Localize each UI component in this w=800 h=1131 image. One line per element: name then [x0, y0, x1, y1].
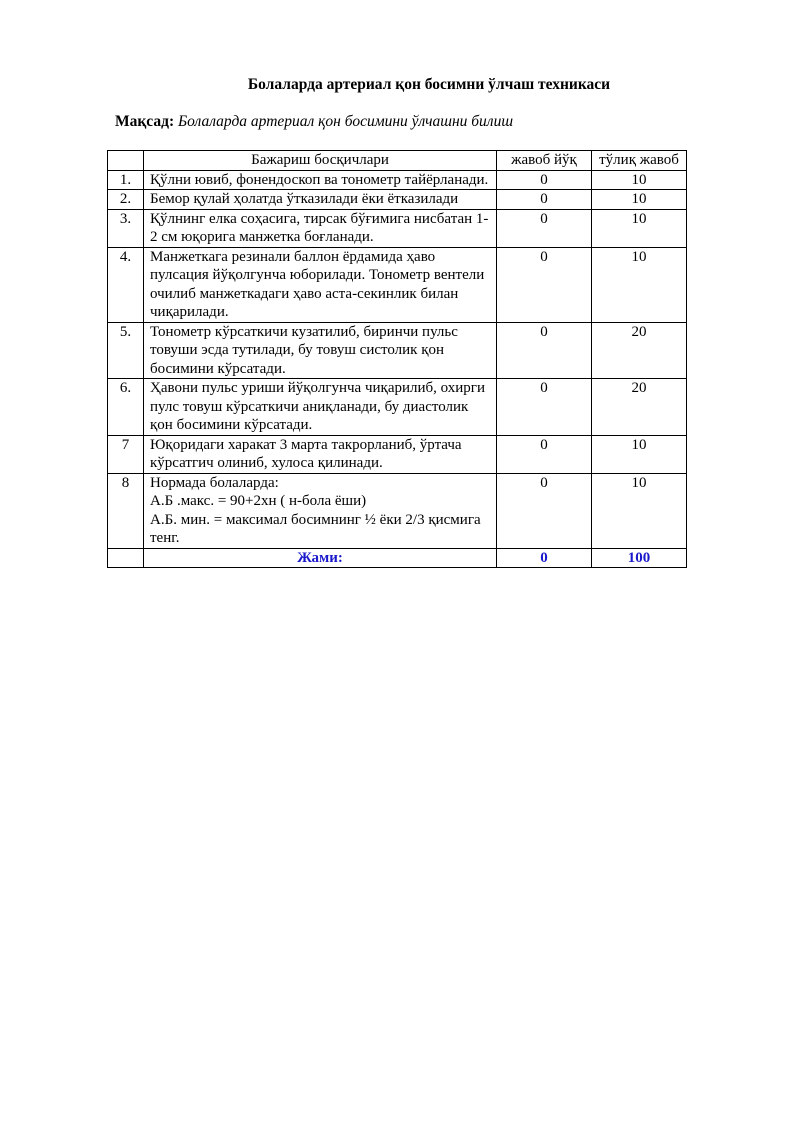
header-no-answer: жавоб йўқ	[497, 151, 592, 171]
total-label: Жами:	[144, 548, 497, 568]
table-row	[108, 473, 687, 548]
row-step: Манжеткага резинали баллон ёрдамида ҳаво пулсация йўқолгунча юборилади. Тонометр вентели очилиб манжеткадаги ҳаво аста-секинлик билан чиқарилади.	[144, 247, 497, 322]
header-full-answer: тўлиқ жавоб	[592, 151, 687, 171]
row-full-answer: 10	[592, 170, 687, 190]
goal-label: Мақсад:	[115, 113, 175, 130]
table-row	[108, 379, 687, 436]
row-num: 3.	[108, 209, 144, 247]
row-num: 1.	[108, 170, 144, 190]
row-num: 4.	[108, 247, 144, 322]
row-full-answer: 20	[592, 379, 687, 436]
row-num: 6.	[108, 379, 144, 436]
row-full-answer: 10	[592, 435, 687, 473]
table-row	[108, 322, 687, 379]
row-no-answer: 0	[497, 247, 592, 322]
row-full-answer: 20	[592, 322, 687, 379]
goal-line	[115, 113, 513, 131]
row-full-answer: 10	[592, 247, 687, 322]
table-header-row	[108, 151, 687, 171]
row-num: 8	[108, 473, 144, 548]
row-no-answer: 0	[497, 435, 592, 473]
row-num: 5.	[108, 322, 144, 379]
row-full-answer: 10	[592, 190, 687, 210]
total-no-answer: 0	[497, 548, 592, 568]
procedure-table	[107, 150, 687, 568]
row-no-answer: 0	[497, 322, 592, 379]
table-row	[108, 247, 687, 322]
row-num: 2.	[108, 190, 144, 210]
header-step: Бажариш босқичлари	[144, 151, 497, 171]
total-row	[108, 548, 687, 568]
table-row	[108, 170, 687, 190]
document-title: Болаларда артериал қон босимни ўлчаш техникаси	[247, 76, 611, 93]
row-step: Бемор қулай ҳолатда ўтказилади ёки ётказилади	[144, 190, 497, 210]
row-step: Юқоридаги харакат 3 марта такрорланиб, ўртача кўрсатгич олиниб, хулоса қилинади.	[144, 435, 497, 473]
row-step: Қўлни ювиб, фонендоскоп ва тонометр тайёрланади.	[144, 170, 497, 190]
norm-min-formula: А.Б. мин. = максимал босимнинг ½ ёки 2/3 қисмига тенг.	[150, 511, 481, 546]
row-step: Қўлнинг елка соҳасига, тирсак бўғимига нисбатан 1-2 см юқорига манжетка боғланади.	[144, 209, 497, 247]
norm-heading: Нормада болаларда:	[150, 474, 279, 491]
row-step: Тонометр кўрсаткичи кузатилиб, биринчи пульс товуши эсда тутилади, бу товуш систолик қон босимини кўрсатади.	[144, 322, 497, 379]
row-no-answer: 0	[497, 190, 592, 210]
header-num	[108, 151, 144, 171]
table-row	[108, 209, 687, 247]
row-no-answer: 0	[497, 170, 592, 190]
row-no-answer: 0	[497, 473, 592, 548]
table-row	[108, 435, 687, 473]
row-no-answer: 0	[497, 209, 592, 247]
row-full-answer: 10	[592, 473, 687, 548]
goal-text: Болаларда артериал қон босимини ўлчашни билиш	[178, 113, 514, 130]
row-num: 7	[108, 435, 144, 473]
total-num-cell	[108, 548, 144, 568]
row-no-answer: 0	[497, 379, 592, 436]
row-step: Ҳавони пульс уриши йўқолгунча чиқарилиб, охирги пулс товуш кўрсаткичи аниқланади, бу диастолик қон босимини кўрсатади.	[144, 379, 497, 436]
norm-max-formula: А.Б .макс. = 90+2хн ( н-бола ёши)	[150, 493, 367, 509]
table-row	[108, 190, 687, 210]
total-full-answer: 100	[592, 548, 687, 568]
row-step-multiline	[144, 473, 497, 548]
row-full-answer: 10	[592, 209, 687, 247]
